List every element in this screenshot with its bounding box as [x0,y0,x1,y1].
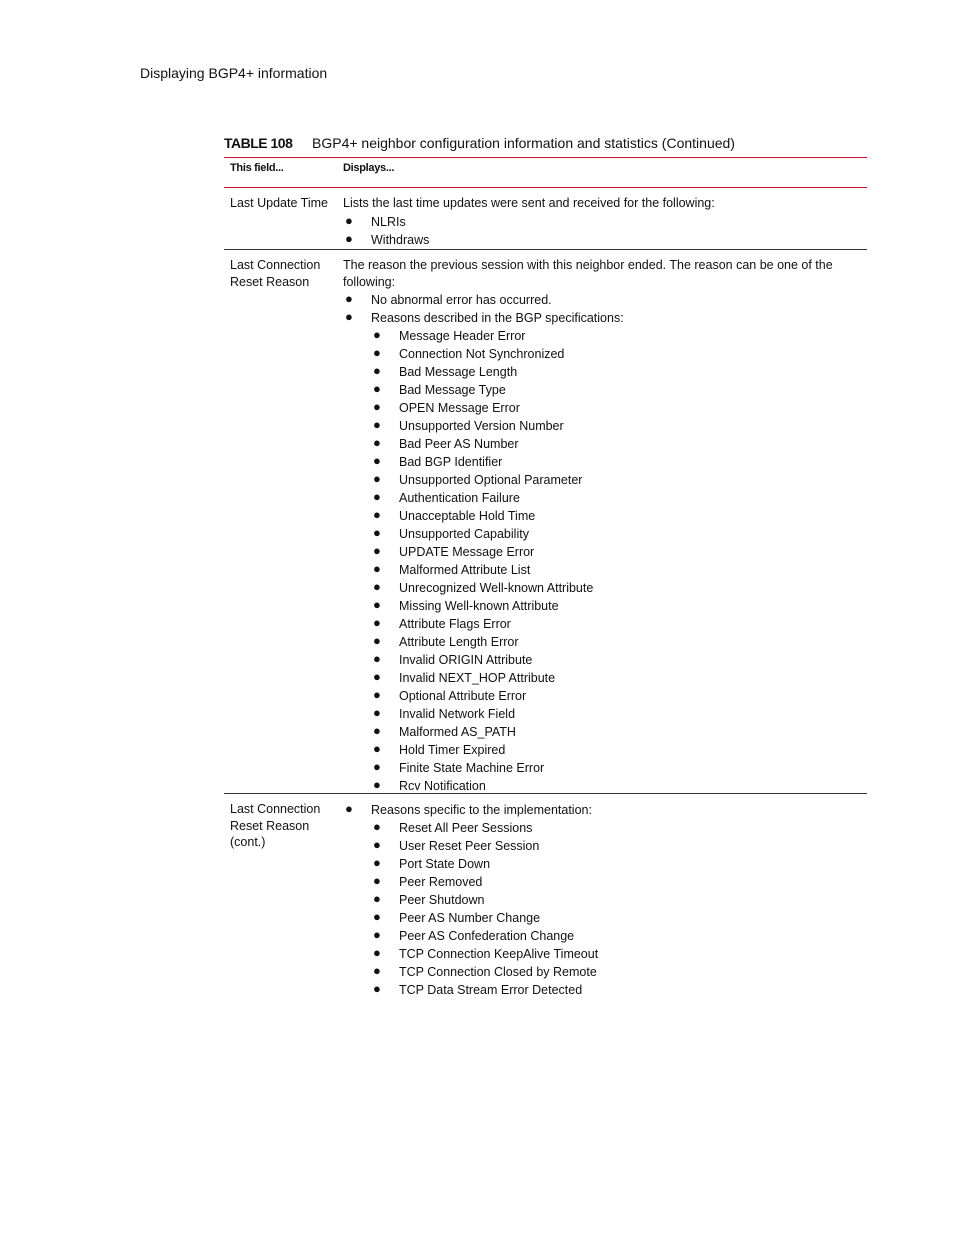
list-item-text: User Reset Peer Session [399,839,540,853]
list-item-text: Rcv Notification [399,779,486,793]
list-item-text: Bad Peer AS Number [399,437,519,451]
list-item [371,489,843,507]
list-item-text: Peer AS Number Change [399,911,541,925]
list-item [343,231,843,249]
list-item [371,633,843,651]
bullet-list [343,213,843,249]
row-field: Last Update Time [230,196,328,210]
list-item [371,723,843,741]
bullet-icon: ● [373,927,381,942]
list-item-text: Bad BGP Identifier [399,455,503,469]
row-description: Lists the last time updates were sent and received for the following: [343,196,715,210]
list-item [371,855,843,873]
list-item [371,873,843,891]
list-item-text: Invalid Network Field [399,707,516,721]
list-item [371,651,843,669]
list-item-text: UPDATE Message Error [399,545,535,559]
bullet-icon: ● [373,669,381,684]
list-item-text: Peer AS Confederation Change [399,929,575,943]
list-item [371,759,843,777]
list-item-text: Missing Well-known Attribute [399,599,559,613]
table-row [224,188,867,248]
bullet-icon: ● [373,345,381,360]
list-item-text: Withdraws [371,232,430,247]
row-description: The reason the previous session with this neighbor ended. The reason can be one of the following: [343,258,833,289]
list-item-text: Authentication Failure [399,491,520,505]
list-item-text: Reasons described in the BGP specifications: [371,311,624,325]
list-item [371,453,843,471]
bullet-icon: ● [345,801,353,816]
list-item-text: Message Header Error [399,329,526,343]
list-item-text: No abnormal error has occurred. [371,293,552,307]
list-item [371,561,843,579]
list-item-text: Bad Message Type [399,383,506,397]
table-number: TABLE 108 [224,135,293,151]
list-item-text: Peer Removed [399,875,483,889]
list-item [371,417,843,435]
bullet-icon: ● [373,381,381,396]
bullet-icon: ● [373,759,381,774]
list-item [371,945,843,963]
column-header-displays: Displays... [343,162,395,174]
list-item [371,363,843,381]
bullet-icon: ● [373,705,381,720]
bullet-icon: ● [345,309,353,324]
bullet-icon: ● [373,525,381,540]
list-item [371,597,843,615]
list-item [371,705,843,723]
row-field: Last Connection Reset Reason [230,258,321,289]
bullet-icon: ● [373,945,381,960]
table-caption [224,135,867,151]
bullet-icon: ● [373,855,381,870]
table-title: BGP4+ neighbor configuration information and statistics (Continued) [312,135,735,151]
list-item [371,399,843,417]
bullet-icon: ● [373,723,381,738]
list-item-text: OPEN Message Error [399,401,520,415]
bullet-icon: ● [373,963,381,978]
bullet-icon: ● [373,471,381,486]
list-item [371,381,843,399]
list-item [371,669,843,687]
bullet-icon: ● [345,212,353,228]
bullet-icon: ● [373,399,381,414]
column-header-field: This field... [230,162,284,174]
bullet-icon: ● [373,327,381,342]
list-item [371,741,843,759]
list-item-text: Unacceptable Hold Time [399,509,536,523]
list-item [343,801,843,999]
table-row [224,249,867,793]
bullet-list [343,291,843,795]
list-item-text: Malformed AS_PATH [399,725,516,739]
list-item [371,909,843,927]
list-item-text: Connection Not Synchronized [399,347,565,361]
list-item [371,525,843,543]
list-item [371,345,843,363]
bullet-icon: ● [373,873,381,888]
list-item [371,471,843,489]
list-item-text: Port State Down [399,857,491,871]
list-item [343,291,843,309]
nested-bullet-list [371,819,843,999]
bullet-icon: ● [373,777,381,792]
list-item-text: Hold Timer Expired [399,743,506,757]
bullet-icon: ● [373,981,381,996]
list-item-text: TCP Data Stream Error Detected [399,983,583,997]
list-item [343,309,843,795]
bullet-icon: ● [373,741,381,756]
bullet-icon: ● [345,291,353,306]
row-field: Last Connection Reset Reason (cont.) [230,802,321,849]
bullet-list [343,801,843,999]
list-item-text: Bad Message Length [399,365,518,379]
list-item-text: TCP Connection Closed by Remote [399,965,597,979]
list-item-text: Invalid NEXT_HOP Attribute [399,671,556,685]
list-item-text: Unsupported Capability [399,527,529,541]
bullet-icon: ● [373,579,381,594]
list-item-text: TCP Connection KeepAlive Timeout [399,947,599,961]
list-item-text: Unsupported Version Number [399,419,564,433]
bullet-icon: ● [373,363,381,378]
bullet-icon: ● [373,489,381,504]
row-display [343,257,843,795]
list-item-text: Reasons specific to the implementation: [371,803,592,817]
list-item-text: Optional Attribute Error [399,689,527,703]
bullet-icon: ● [373,615,381,630]
bullet-icon: ● [373,597,381,612]
bullet-icon: ● [373,453,381,468]
row-display [343,195,843,249]
list-item [371,963,843,981]
bullet-icon: ● [373,543,381,558]
bullet-icon: ● [373,891,381,906]
list-item [371,927,843,945]
list-item [371,837,843,855]
bullet-icon: ● [373,837,381,852]
bullet-icon: ● [373,909,381,924]
list-item [371,819,843,837]
running-header: Displaying BGP4+ information [140,65,328,81]
list-item [371,435,843,453]
nested-bullet-list [371,327,843,795]
list-item [371,327,843,345]
list-item [371,507,843,525]
table-top-rule [224,157,867,158]
list-item-text: Invalid ORIGIN Attribute [399,653,533,667]
list-item-text: Attribute Length Error [399,635,519,649]
bullet-icon: ● [373,687,381,702]
list-item [371,579,843,597]
list-item-text: Finite State Machine Error [399,761,545,775]
bullet-icon: ● [373,507,381,522]
bullet-icon: ● [373,435,381,450]
list-item [343,213,843,231]
list-item-text: Peer Shutdown [399,893,485,907]
row-display [343,801,843,999]
list-item-text: Reset All Peer Sessions [399,821,533,835]
list-item-text: Attribute Flags Error [399,617,511,631]
bullet-icon: ● [373,417,381,432]
list-item-text: NLRIs [371,214,406,229]
list-item [371,981,843,999]
bullet-icon: ● [345,230,353,246]
list-item [371,543,843,561]
list-item [371,687,843,705]
list-item-text: Malformed Attribute List [399,563,531,577]
bullet-icon: ● [373,561,381,576]
bullet-icon: ● [373,651,381,666]
table-row [224,793,867,1004]
list-item [371,891,843,909]
list-item [371,615,843,633]
list-item-text: Unsupported Optional Parameter [399,473,583,487]
bullet-icon: ● [373,819,381,834]
bullet-icon: ● [373,633,381,648]
list-item-text: Unrecognized Well-known Attribute [399,581,594,595]
